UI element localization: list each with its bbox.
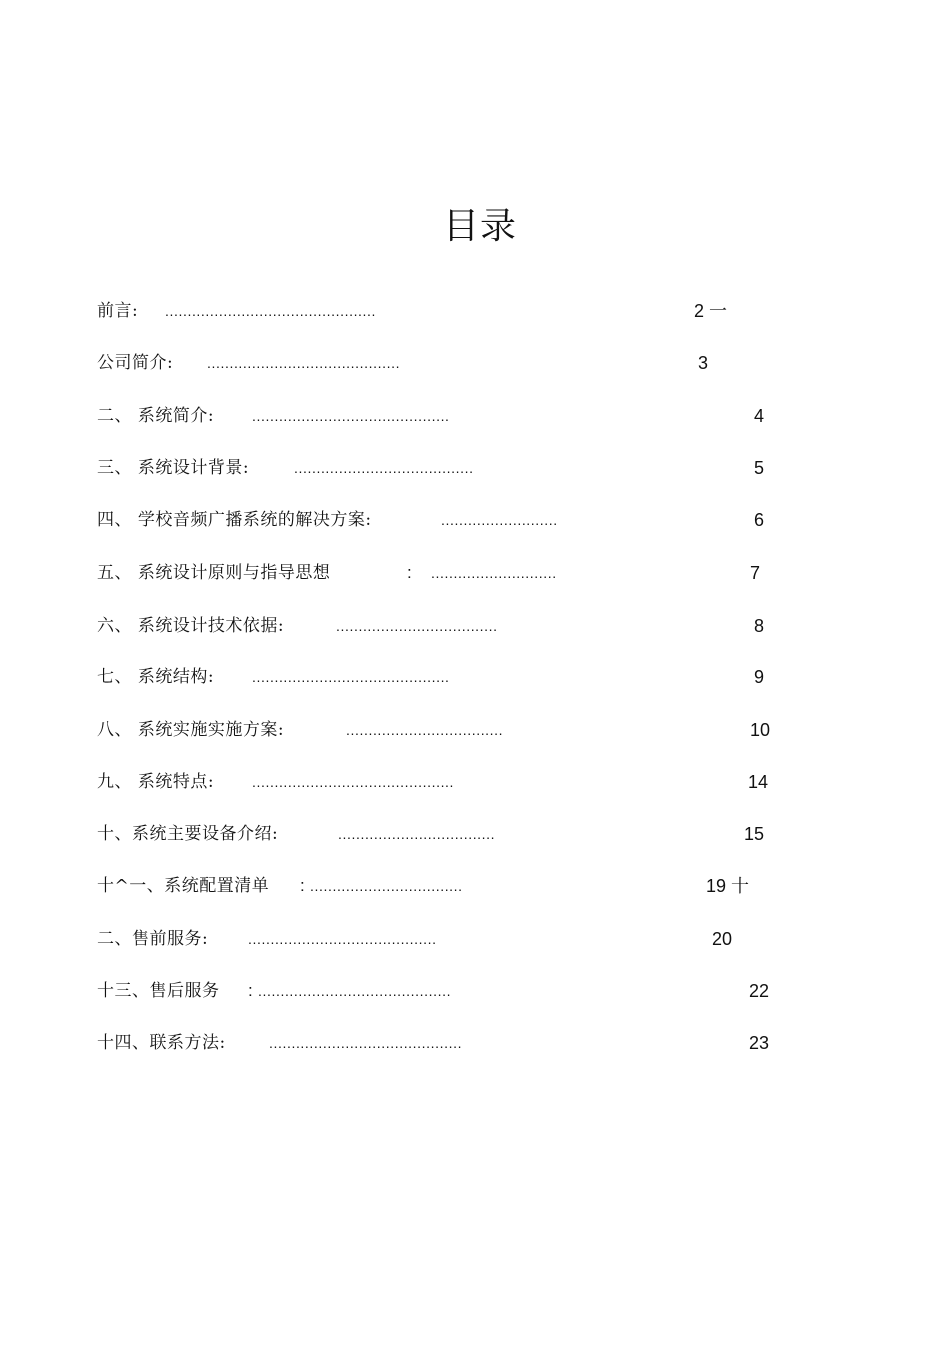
toc-entry-page: 23 xyxy=(749,1033,770,1053)
toc-entry-label: 六、 系统设计技术依据: xyxy=(97,616,285,636)
toc-entry-design-principles xyxy=(0,561,950,585)
toc-entry-page: 8 xyxy=(754,616,765,636)
toc-entry-leader: ............................ xyxy=(431,565,557,581)
toc-entry-page: 9 xyxy=(754,667,765,687)
toc-entry-label: 前言: xyxy=(97,301,139,321)
toc-entry-page: 20 xyxy=(712,929,733,949)
toc-entry-label: 二、售前服务: xyxy=(97,929,209,949)
toc-entry-design-background xyxy=(0,456,950,480)
page-title: 目录 xyxy=(442,206,517,247)
toc-entry-label: 五、 系统设计原则与指导思想 xyxy=(97,563,331,583)
toc-entry-company xyxy=(0,351,950,375)
toc-entry-label: 十三、售后服务 xyxy=(97,981,220,1001)
toc-entry-main-equipment xyxy=(0,822,950,846)
toc-entry-page: 5 xyxy=(754,458,765,478)
toc-entry-solution xyxy=(0,508,950,532)
toc-entry-label: 十四、联系方法: xyxy=(97,1033,226,1053)
toc-entry-label: 十^一、系统配置清单 xyxy=(97,876,270,896)
toc-entry-label: 八、 系统实施实施方案: xyxy=(97,720,285,740)
toc-entry-aftersales xyxy=(0,979,950,1003)
toc-entry-technical-basis xyxy=(0,614,950,638)
toc-entry-colon: : xyxy=(248,981,253,1000)
toc-entry-page: 6 xyxy=(754,510,765,530)
toc-entry-leader: ............................................ xyxy=(252,669,450,685)
toc-entry-label: 四、 学校音频广播系统的解决方案: xyxy=(97,510,372,530)
toc-entry-leader: ............................................... xyxy=(165,303,377,319)
toc-entry-page: 7 xyxy=(750,563,761,583)
toc-entry-label: 公司简介: xyxy=(97,353,174,373)
toc-entry-system-intro xyxy=(0,404,950,428)
toc-entry-leader: .......................................... xyxy=(248,931,437,947)
toc-entry-leader: ........................................ xyxy=(294,460,474,476)
toc-entry-page: 22 xyxy=(749,981,770,1001)
toc-entry-leader: .................................... xyxy=(336,618,498,634)
toc-entry-page: 14 xyxy=(748,772,769,792)
toc-entry-leader: ........................................... xyxy=(269,1035,463,1051)
toc-entry-page: 2 一 xyxy=(694,301,728,321)
toc-entry-presales xyxy=(0,927,950,951)
toc-entry-leader: ........................................... xyxy=(207,355,401,371)
toc-entry-page: 4 xyxy=(754,406,765,426)
toc-entry-page: 10 xyxy=(750,720,771,740)
toc-entry-page: 3 xyxy=(698,353,709,373)
toc-entry-leader: ................................... xyxy=(338,826,496,842)
toc-entry-config-list xyxy=(0,874,950,898)
toc-entry-leader: ................................... xyxy=(346,722,504,738)
toc-entry-implementation xyxy=(0,718,950,742)
toc-entry-features xyxy=(0,770,950,794)
toc-entry-label: 十、系统主要设备介绍: xyxy=(97,824,279,844)
toc-entry-label: 九、 系统特点: xyxy=(97,772,215,792)
toc-entry-colon: : xyxy=(300,876,305,895)
toc-entry-label: 二、 系统简介: xyxy=(97,406,215,426)
toc-entry-page: 15 xyxy=(744,824,765,844)
toc-entry-system-structure xyxy=(0,665,950,689)
toc-entry-contact xyxy=(0,1031,950,1055)
toc-entry-leader: .................................. xyxy=(310,878,463,894)
toc-entry-label: 三、 系统设计背景: xyxy=(97,458,250,478)
toc-entry-leader: .......................... xyxy=(441,512,558,528)
toc-entry-colon: : xyxy=(407,563,412,582)
toc-entry-preface xyxy=(0,299,950,323)
toc-entry-leader: ............................................ xyxy=(252,408,450,424)
toc-entry-label: 七、 系统结构: xyxy=(97,667,215,687)
toc-entry-leader: ........................................... xyxy=(258,983,452,999)
toc-entry-page: 19 十 xyxy=(706,876,750,896)
toc-entry-leader: ............................................. xyxy=(252,774,455,790)
